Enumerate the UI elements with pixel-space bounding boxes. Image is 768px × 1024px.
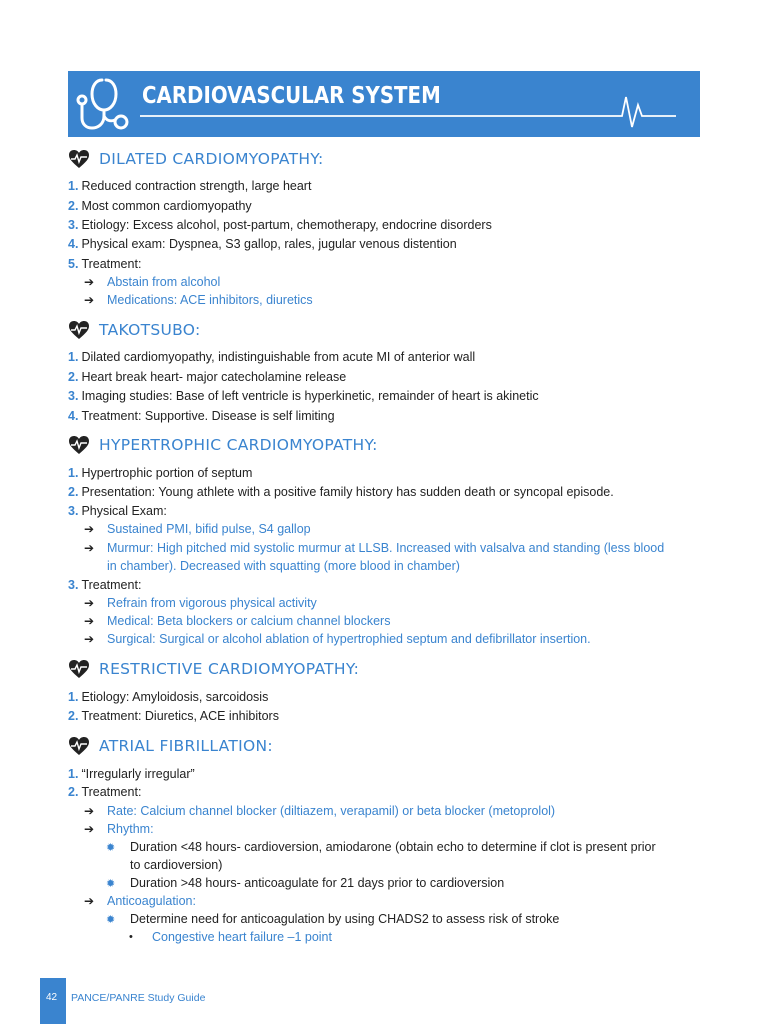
section-heading-afib bbox=[68, 735, 273, 757]
list-item: 3. Treatment: bbox=[68, 578, 142, 592]
sub-sub-item: Determine need for anticoagulation by using CHADS2 to assess risk of stroke bbox=[130, 912, 560, 926]
sub-item: Medical: Beta blockers or calcium channel blockers bbox=[107, 614, 391, 628]
heart-icon bbox=[68, 659, 90, 679]
section-title: ATRIAL FIBRILLATION: bbox=[99, 737, 273, 755]
arrow-icon: ➔ bbox=[84, 541, 95, 555]
list-item: 3. Etiology: Excess alcohol, post-partum, chemotherapy, endocrine disorders bbox=[68, 218, 492, 232]
section-title: DILATED CARDIOMYOPATHY: bbox=[99, 150, 324, 168]
sub-item-continued: in chamber). Decreased with squatting (more blood in chamber) bbox=[107, 559, 460, 573]
page-number: 42 bbox=[46, 992, 58, 1003]
list-item: 2. Treatment: Diuretics, ACE inhibitors bbox=[68, 709, 279, 723]
sub-sub-item: Duration <48 hours- cardioversion, amiodarone (obtain echo to determine if clot is present prior bbox=[130, 840, 656, 854]
sub-item: Refrain from vigorous physical activity bbox=[107, 596, 317, 610]
stethoscope-icon bbox=[74, 74, 134, 134]
list-item: 1. “Irregularly irregular” bbox=[68, 767, 195, 781]
section-title: HYPERTROPHIC CARDIOMYOPATHY: bbox=[99, 436, 378, 454]
sub-item: Sustained PMI, bifid pulse, S4 gallop bbox=[107, 522, 311, 536]
sub-item: Rate: Calcium channel blocker (diltiazem, verapamil) or beta blocker (metoprolol) bbox=[107, 804, 556, 818]
list-item: 2. Heart break heart- major catecholamine release bbox=[68, 370, 347, 384]
footer-title: PANCE/PANRE Study Guide bbox=[71, 992, 206, 1004]
heart-icon bbox=[68, 736, 90, 756]
arrow-icon: ➔ bbox=[84, 894, 95, 908]
list-item: 1. Hypertrophic portion of septum bbox=[68, 466, 253, 480]
list-item: 2. Presentation: Young athlete with a positive family history has sudden death or syncopal episode. bbox=[68, 485, 614, 499]
list-item: 2. Treatment: bbox=[68, 785, 142, 799]
bullet-item: Congestive heart failure –1 point bbox=[152, 930, 332, 944]
list-item: 1. Reduced contraction strength, large heart bbox=[68, 179, 312, 193]
list-item: 4. Physical exam: Dyspnea, S3 gallop, rales, jugular venous distention bbox=[68, 237, 457, 251]
sub-sub-item-continued: to cardioversion) bbox=[130, 858, 223, 872]
star-bullet-icon: ✹ bbox=[106, 842, 116, 854]
arrow-icon: ➔ bbox=[84, 822, 95, 836]
section-heading-dilated bbox=[68, 148, 324, 170]
list-item: 2. Most common cardiomyopathy bbox=[68, 199, 252, 213]
page-title: CARDIOVASCULAR SYSTEM bbox=[142, 83, 441, 109]
arrow-icon: ➔ bbox=[84, 275, 95, 289]
list-item: 4. Treatment: Supportive. Disease is self limiting bbox=[68, 409, 335, 423]
heart-icon bbox=[68, 320, 90, 340]
star-bullet-icon: ✹ bbox=[106, 914, 116, 926]
section-title: TAKOTSUBO: bbox=[99, 321, 201, 339]
arrow-icon: ➔ bbox=[84, 522, 95, 536]
arrow-icon: ➔ bbox=[84, 804, 95, 818]
section-heading-takotsubo bbox=[68, 319, 201, 341]
bullet-icon: • bbox=[129, 931, 133, 943]
sub-item: Murmur: High pitched mid systolic murmur at LLSB. Increased with valsalva and standing (less blood bbox=[107, 541, 665, 555]
list-item: 1. Etiology: Amyloidosis, sarcoidosis bbox=[68, 690, 269, 704]
list-item: 5. Treatment: bbox=[68, 257, 142, 271]
arrow-icon: ➔ bbox=[84, 614, 95, 628]
star-bullet-icon: ✹ bbox=[106, 878, 116, 890]
list-item: 3. Imaging studies: Base of left ventricle is hyperkinetic, remainder of heart is akinetic bbox=[68, 389, 539, 403]
sub-item: Medications: ACE inhibitors, diuretics bbox=[107, 293, 313, 307]
sub-item: Anticoagulation: bbox=[107, 894, 196, 908]
arrow-icon: ➔ bbox=[84, 596, 95, 610]
header-banner bbox=[68, 71, 700, 137]
arrow-icon: ➔ bbox=[84, 632, 95, 646]
sub-item: Rhythm: bbox=[107, 822, 154, 836]
sub-item: Abstain from alcohol bbox=[107, 275, 221, 289]
heart-icon bbox=[68, 149, 90, 169]
ecg-line-icon bbox=[140, 87, 680, 131]
list-item: 1. Dilated cardiomyopathy, indistinguishable from acute MI of anterior wall bbox=[68, 350, 476, 364]
section-heading-hypertrophic bbox=[68, 434, 378, 456]
section-heading-restrictive bbox=[68, 658, 359, 680]
section-title: RESTRICTIVE CARDIOMYOPATHY: bbox=[99, 660, 360, 678]
sub-item: Surgical: Surgical or alcohol ablation of hypertrophied septum and defibrillator insertion. bbox=[107, 632, 591, 646]
heart-icon bbox=[68, 435, 90, 455]
arrow-icon: ➔ bbox=[84, 293, 95, 307]
sub-sub-item: Duration >48 hours- anticoagulate for 21 days prior to cardioversion bbox=[130, 876, 505, 890]
list-item: 3. Physical Exam: bbox=[68, 504, 167, 518]
